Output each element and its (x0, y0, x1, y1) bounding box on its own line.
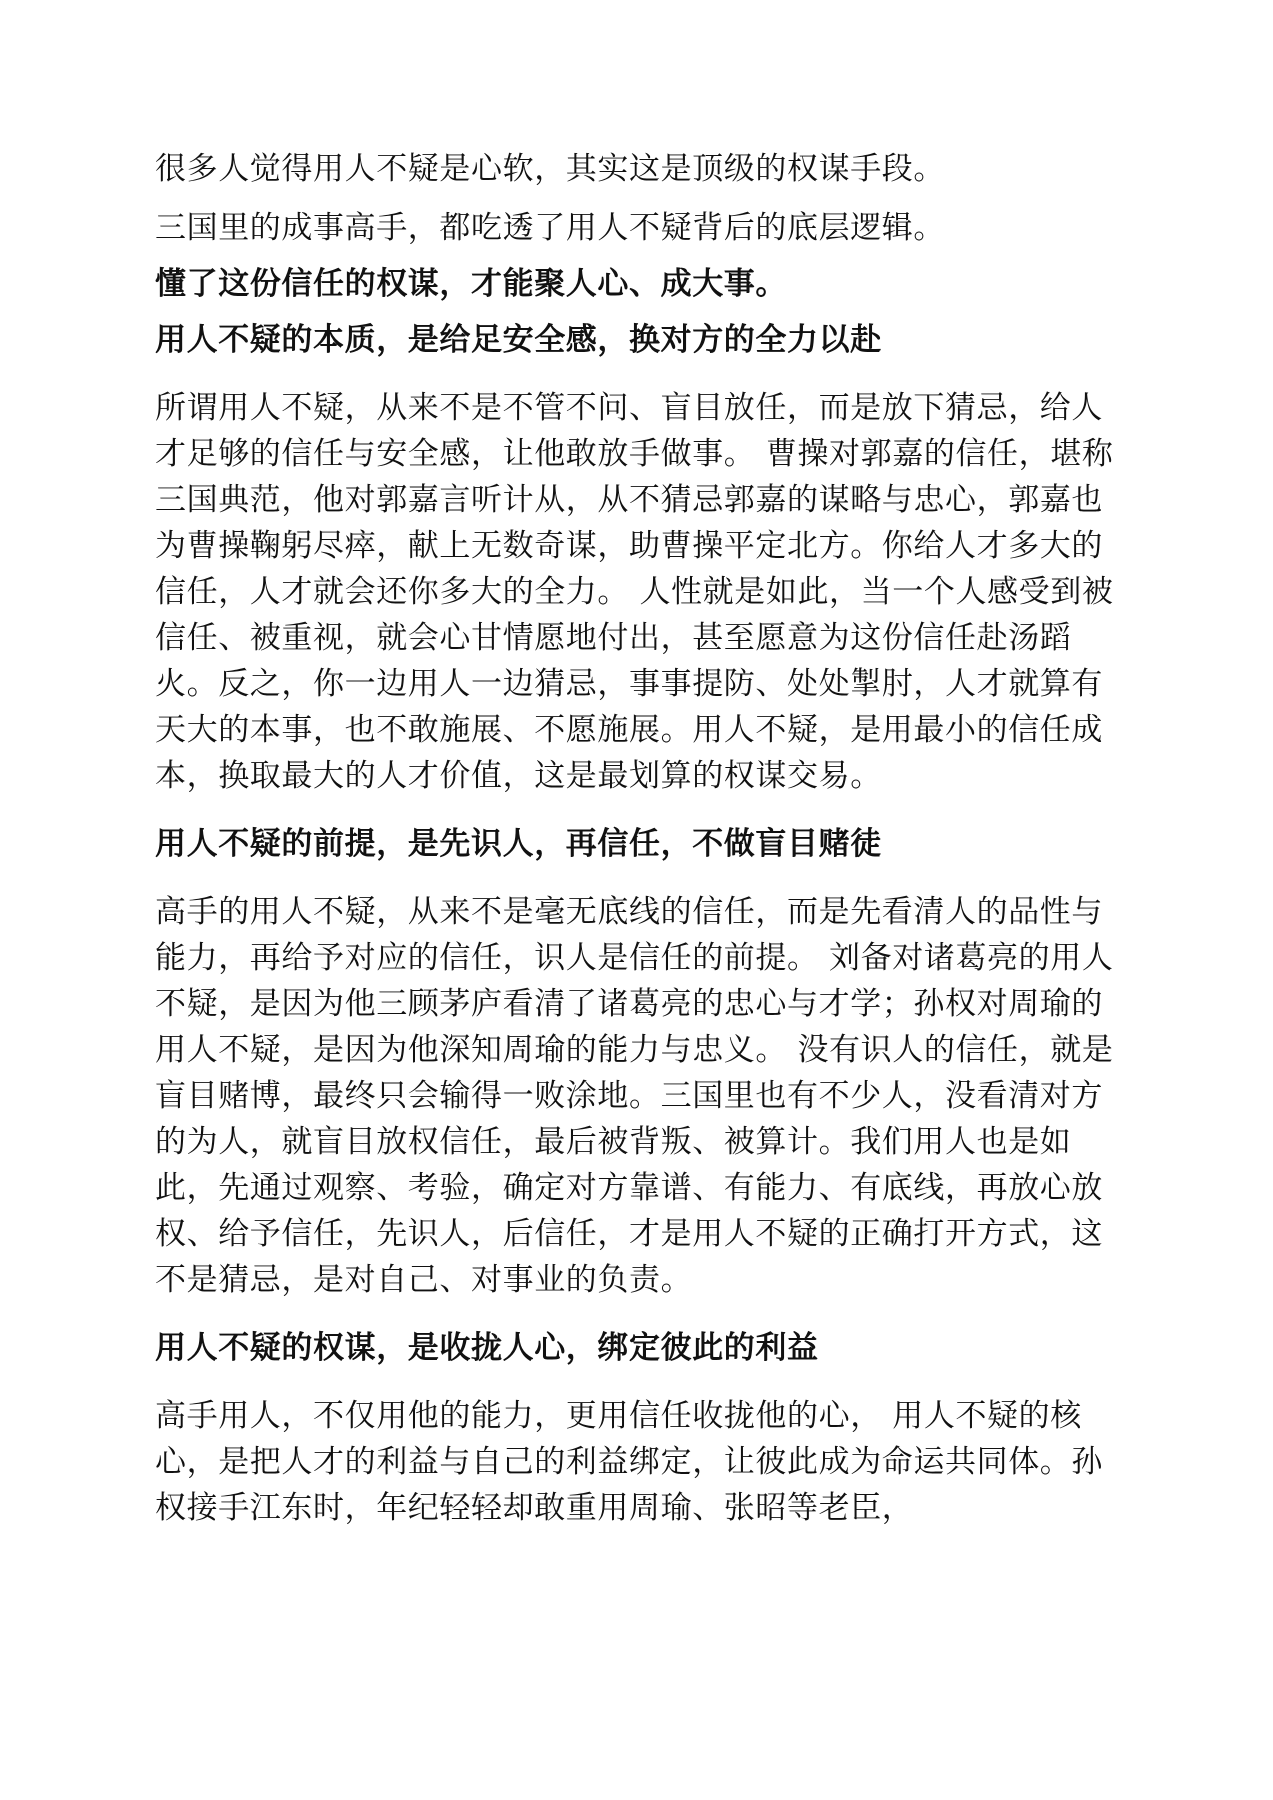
lead-statement: 懂了这份信任的权谋，才能聚人心、成大事。 (155, 266, 787, 302)
section-heading-strategy: 用人不疑的权谋，是收拢人心，绑定彼此的利益 (155, 1330, 819, 1366)
section-heading-essence: 用人不疑的本质，是给足安全感，换对方的全力以赴 (155, 322, 882, 358)
section-heading-premise: 用人不疑的前提，是先识人，再信任，不做盲目赌徒 (155, 826, 882, 862)
intro-line-1: 很多人觉得用人不疑是心软，其实这是顶级的权谋手段。 (155, 151, 945, 187)
section-body-strategy: 高手用人，不仅用他的能力，更用信任收拢他的心， 用人不疑的核心，是把人才的利益与自己的利益绑定，让彼此成为命运共同体。孙权接手江东时，年纪轻轻却敢重用周瑜、张昭等老臣， (155, 1398, 1103, 1526)
intro-line-2: 三国里的成事高手，都吃透了用人不疑背后的底层逻辑。 (155, 210, 945, 246)
section-body-essence: 所谓用人不疑，从来不是不管不问、盲目放任，而是放下猜忌，给人才足够的信任与安全感，让他敢放手做事。 曹操对郭嘉的信任，堪称三国典范，他对郭嘉言听计从，从不猜忌郭嘉的谋略与忠心，郭嘉也为曹操鞠躬尽瘁，献上无数奇谋，助曹操平定北方。你给人才多大的信任，人才就会还你多大的全力。 人性就是如此，当一个人感受到被信任、被重视，就会心甘情愿地付出，甚至愿意为这份信任赴汤蹈火。反之，你一边用人一边猜忌，事事提防、处处掣肘，人才就算有天大的本事，也不敢施展、不愿施展。用人不疑，是用最小的信任成本，换取最大的人才价值，这是最划算的权谋交易。 (155, 390, 1114, 794)
document-page (155, 146, 1125, 1553)
section-body-premise: 高手的用人不疑，从来不是毫无底线的信任，而是先看清人的品性与能力，再给予对应的信任，识人是信任的前提。 刘备对诸葛亮的用人不疑，是因为他三顾茅庐看清了诸葛亮的忠心与才学；孙权对周瑜的用人不疑，是因为他深知周瑜的能力与忠义。 没有识人的信任，就是盲目赌博，最终只会输得一败涂地。三国里也有不少人，没看清对方的为人，就盲目放权信任，最后被背叛、被算计。我们用人也是如此，先通过观察、考验，确定对方靠谱、有能力、有底线，再放心放权、给予信任，先识人，后信任，才是用人不疑的正确打开方式，这不是猜忌，是对自己、对事业的负责。 (155, 894, 1114, 1298)
